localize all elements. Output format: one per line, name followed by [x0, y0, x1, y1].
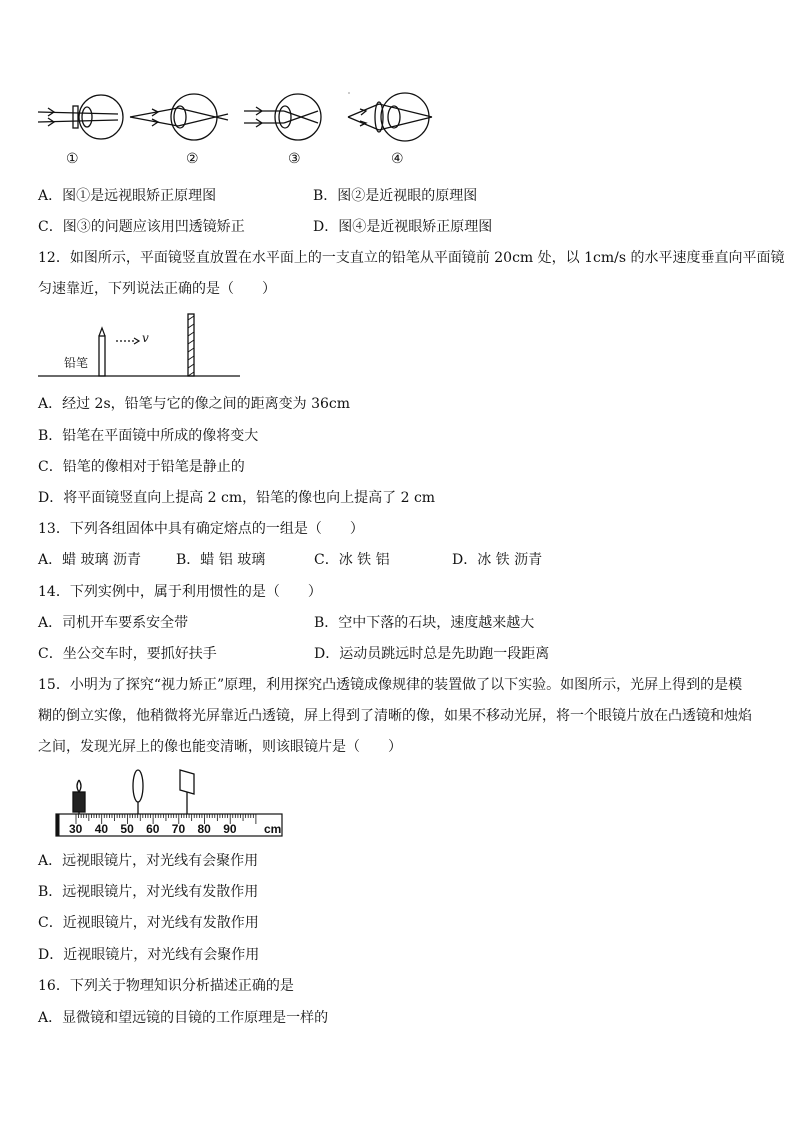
q12-option-c: C．铅笔的像相对于铅笔是静止的 [38, 459, 245, 475]
figure-label-1: ① [66, 151, 79, 167]
q14-stem: 14．下列实例中，属于利用惯性的是（ ） [38, 584, 322, 600]
eye-diagrams-figure [0, 0, 794, 160]
ruler-tick-label: 70 [171, 822, 186, 836]
q16-stem: 16．下列关于物理知识分析描述正确的是 [38, 978, 294, 994]
q15-stem-line-2: 糊的倒立实像，他稍微将光屏靠近凸透镜，屏上得到了清晰的像，如果不移动光屏，将一个眼镜片放在凸透镜和烛焰 [38, 708, 752, 724]
ruler-unit-label: cm [264, 822, 282, 836]
q11-option-c: C．图③的问题应该用凹透镜矫正 [38, 219, 245, 235]
q13-option-c: C．冰 铁 铝 [314, 552, 390, 568]
q12-option-d: D．将平面镜竖直向上提高 2 cm，铅笔的像也向上提高了 2 cm [38, 490, 436, 506]
eye-diagram-3 [244, 94, 321, 140]
q14-option-c: C．坐公交车时，要抓好扶手 [38, 646, 217, 662]
plane-mirror [188, 314, 194, 376]
eye-diagram-1 [38, 95, 123, 139]
q13-option-a: A．蜡 玻璃 沥青 [38, 552, 142, 568]
q13-option-b: B．蜡 铝 玻璃 [176, 552, 266, 568]
q14-option-a: A．司机开车要系安全带 [38, 615, 189, 631]
q13-option-d: D．冰 铁 沥青 [452, 552, 543, 568]
q12-stem-line-1: 12．如图所示，平面镜竖直放置在水平面上的一支直立的铅笔从平面镜前 20cm 处，以 1cm/s 的水平速度垂直向平面镜 [38, 250, 785, 266]
q15-stem-line-3: 之间，发现光屏上的像也能变清晰，则该眼镜片是（ ） [38, 739, 402, 755]
q12-option-b: B．铅笔在平面镜中所成的像将变大 [38, 428, 259, 444]
figure-label-2: ② [186, 151, 199, 167]
q16-option-a: A．显微镜和望远镜的目镜的工作原理是一样的 [38, 1010, 329, 1026]
q15-option-a: A．远视眼镜片，对光线有会聚作用 [38, 853, 259, 869]
q15-option-d: D．近视眼镜片，对光线有会聚作用 [38, 947, 260, 963]
pencil [99, 336, 105, 376]
eye-diagram-2 [130, 94, 228, 140]
q11-option-a: A．图①是远视眼矫正原理图 [38, 188, 217, 204]
q15-option-c: C．近视眼镜片，对光线有发散作用 [38, 915, 259, 931]
q11-option-d: D．图④是近视眼矫正原理图 [313, 219, 493, 235]
ruler-tick-label: 90 [223, 822, 237, 836]
figure-label-4: ④ [391, 151, 404, 167]
ruler-tick-label: 60 [146, 822, 160, 836]
velocity-label: v [142, 331, 149, 345]
q13-stem: 13．下列各组固体中具有确定熔点的一组是（ ） [38, 521, 364, 537]
q11-option-b: B．图②是近视眼的原理图 [313, 188, 478, 204]
q15-stem-line-1: 15．小明为了探究“视力矫正”原理，利用探究凸透镜成像规律的装置做了以下实验。如图所示，光屏上得到的是模 [38, 677, 743, 693]
pencil-label: 铅笔 [64, 356, 89, 370]
candle [73, 780, 85, 814]
ruler [56, 814, 282, 836]
figure-label-3: ③ [288, 151, 301, 167]
q14-option-b: B．空中下落的石块，速度越来越大 [314, 615, 535, 631]
ruler-tick-label: 80 [197, 822, 211, 836]
q15-option-b: B．远视眼镜片，对光线有发散作用 [38, 884, 259, 900]
q12-stem-line-2: 匀速靠近，下列说法正确的是（ ） [38, 281, 276, 297]
ruler-tick-label: 40 [94, 822, 109, 836]
optical-bench-figure [0, 766, 794, 846]
ruler-tick-label: 50 [120, 822, 134, 836]
eye-diagram-4 [348, 93, 432, 141]
ruler-tick-label: 30 [69, 822, 83, 836]
q12-option-a: A．经过 2s，铅笔与它的像之间的距离变为 36cm [38, 396, 351, 412]
pencil-mirror-figure [0, 308, 794, 388]
q14-option-d: D．运动员跳远时总是先助跑一段距离 [314, 646, 550, 662]
convex-lens [133, 770, 143, 814]
light-screen [180, 770, 194, 814]
